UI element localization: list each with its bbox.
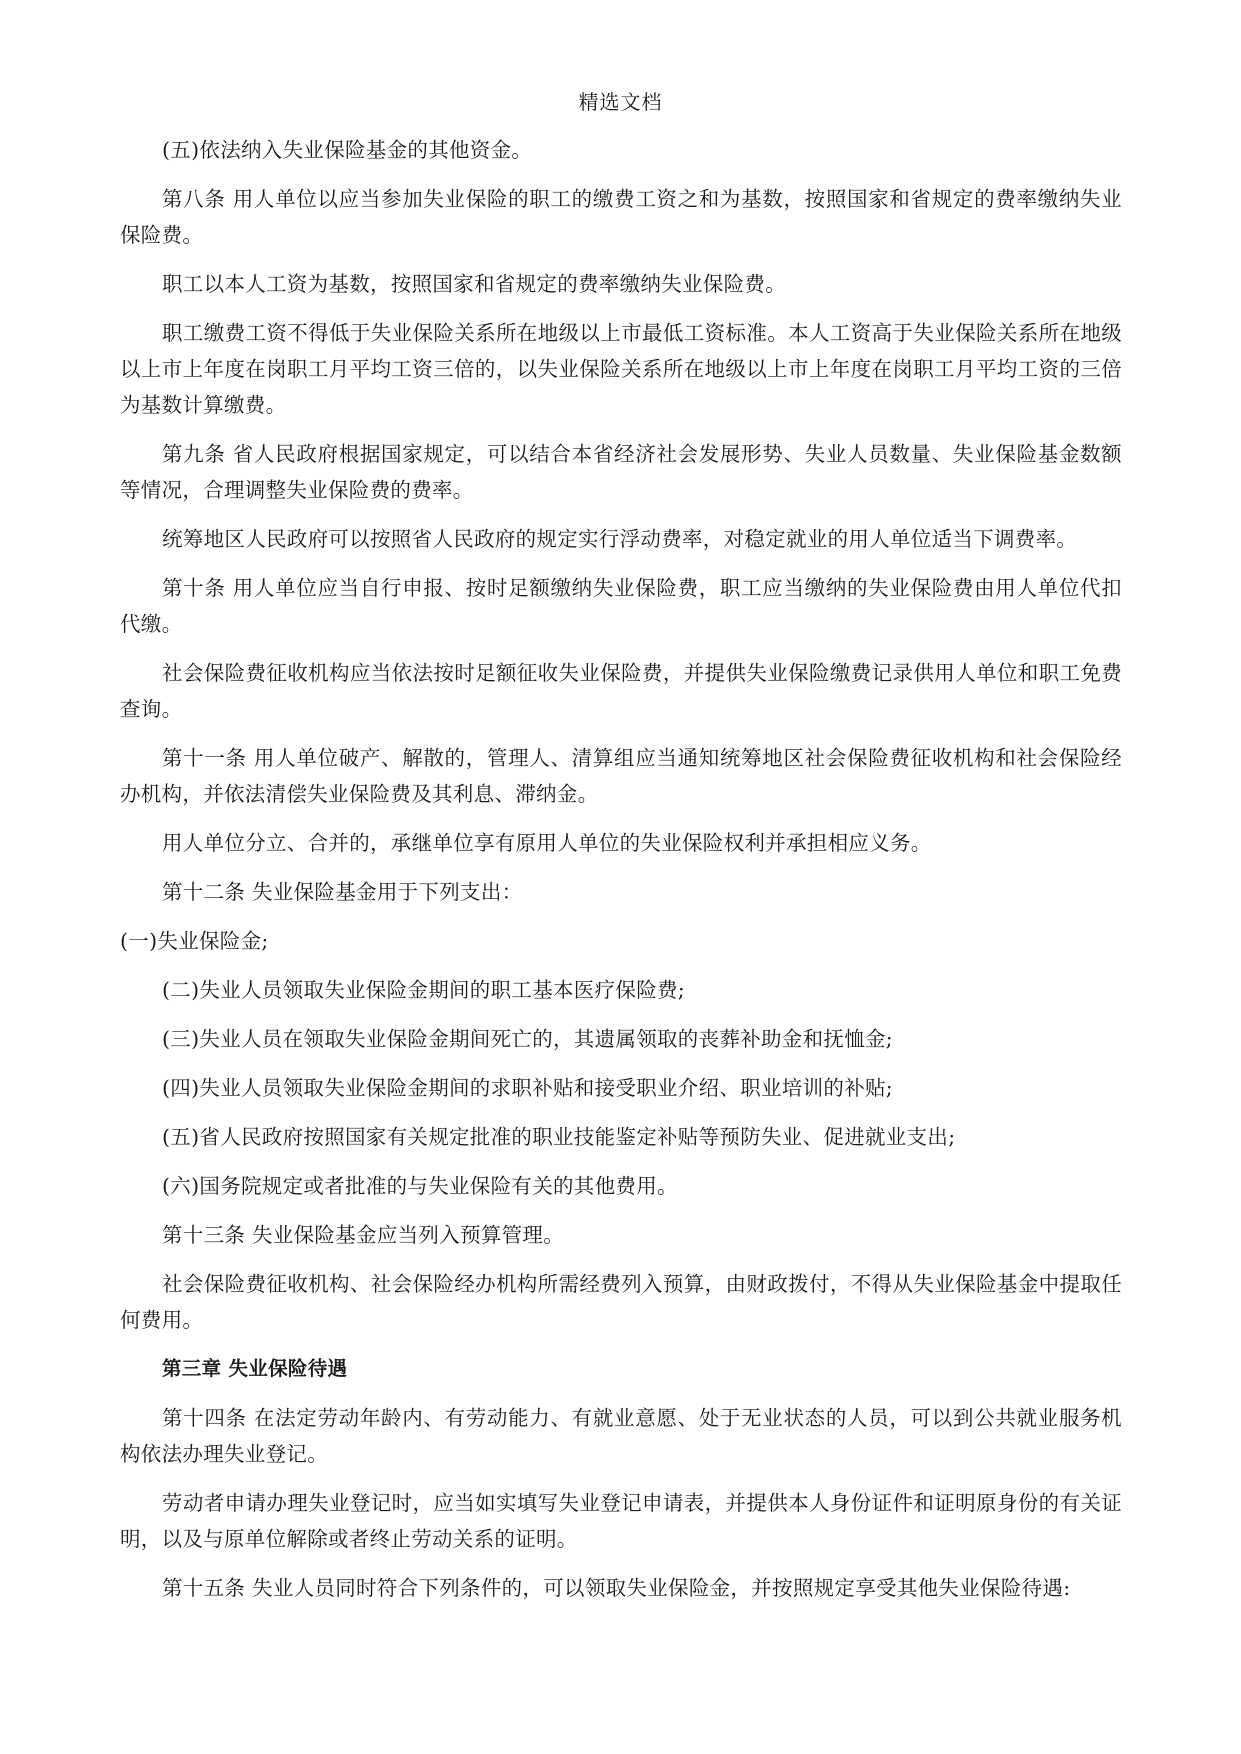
paragraph: 劳动者申请办理失业登记时，应当如实填写失业登记申请表，并提供本人身份证件和证明原身份的有关证明，以及与原单位解除或者终止劳动关系的证明。 <box>120 1491 1122 1551</box>
paragraph: 统筹地区人民政府可以按照省人民政府的规定实行浮动费率，对稳定就业的用人单位适当下调费率。 <box>162 527 1078 551</box>
list-item: (一)失业保险金; <box>120 929 269 953</box>
paragraph: 第八条 用人单位以应当参加失业保险的职工的缴费工资之和为基数，按照国家和省规定的费率缴纳失业保险费。 <box>120 187 1122 247</box>
paragraph: 用人单位分立、合并的，承继单位享有原用人单位的失业保险权利并承担相应义务。 <box>162 831 932 855</box>
list-item: (六)国务院规定或者批准的与失业保险有关的其他费用。 <box>162 1174 678 1198</box>
paragraph: 第十三条 失业保险基金应当列入预算管理。 <box>162 1223 565 1247</box>
paragraph: 职工缴费工资不得低于失业保险关系所在地级以上市最低工资标准。本人工资高于失业保险关系所在地级以上市上年度在岗职工月平均工资三倍的，以失业保险关系所在地级以上市上年度在岗职工月平均工资的三倍为基数计算缴费。 <box>120 321 1122 417</box>
paragraph: 第十五条 失业人员同时符合下列条件的，可以领取失业保险金，并按照规定享受其他失业保险待遇: <box>162 1576 1071 1600</box>
paragraph: 第十二条 失业保险基金用于下列支出： <box>162 880 523 904</box>
page-header: 精选文档 <box>578 90 663 114</box>
document-body <box>120 132 1122 1619</box>
paragraph: 第十条 用人单位应当自行申报、按时足额缴纳失业保险费，职工应当缴纳的失业保险费由用人单位代扣代缴。 <box>120 576 1122 636</box>
paragraph: 第十四条 在法定劳动年龄内、有劳动能力、有就业意愿、处于无业状态的人员，可以到公共就业服务机构依法办理失业登记。 <box>120 1406 1122 1466</box>
paragraph: 第九条 省人民政府根据国家规定，可以结合本省经济社会发展形势、失业人员数量、失业保险基金数额等情况，合理调整失业保险费的费率。 <box>120 442 1122 502</box>
paragraph: 职工以本人工资为基数，按照国家和省规定的费率缴纳失业保险费。 <box>162 272 786 296</box>
chapter-heading: 第三章 失业保险待遇 <box>162 1357 348 1380</box>
paragraph: (五)依法纳入失业保险基金的其他资金。 <box>162 138 533 162</box>
paragraph: 社会保险费征收机构、社会保险经办机构所需经费列入预算，由财政拨付，不得从失业保险基金中提取任何费用。 <box>120 1272 1122 1332</box>
paragraph: 社会保险费征收机构应当依法按时足额征收失业保险费，并提供失业保险缴费记录供用人单位和职工免费查询。 <box>120 661 1122 721</box>
list-item: (三)失业人员在领取失业保险金期间死亡的，其遗属领取的丧葬补助金和抚恤金; <box>162 1027 893 1051</box>
paragraph: 第十一条 用人单位破产、解散的，管理人、清算组应当通知统筹地区社会保险费征收机构和社会保险经办机构，并依法清偿失业保险费及其利息、滞纳金。 <box>120 746 1122 806</box>
list-item: (四)失业人员领取失业保险金期间的求职补贴和接受职业介绍、职业培训的补贴; <box>162 1076 893 1100</box>
list-item: (五)省人民政府按照国家有关规定批准的职业技能鉴定补贴等预防失业、促进就业支出; <box>162 1125 956 1149</box>
list-item: (二)失业人员领取失业保险金期间的职工基本医疗保险费; <box>162 978 686 1002</box>
